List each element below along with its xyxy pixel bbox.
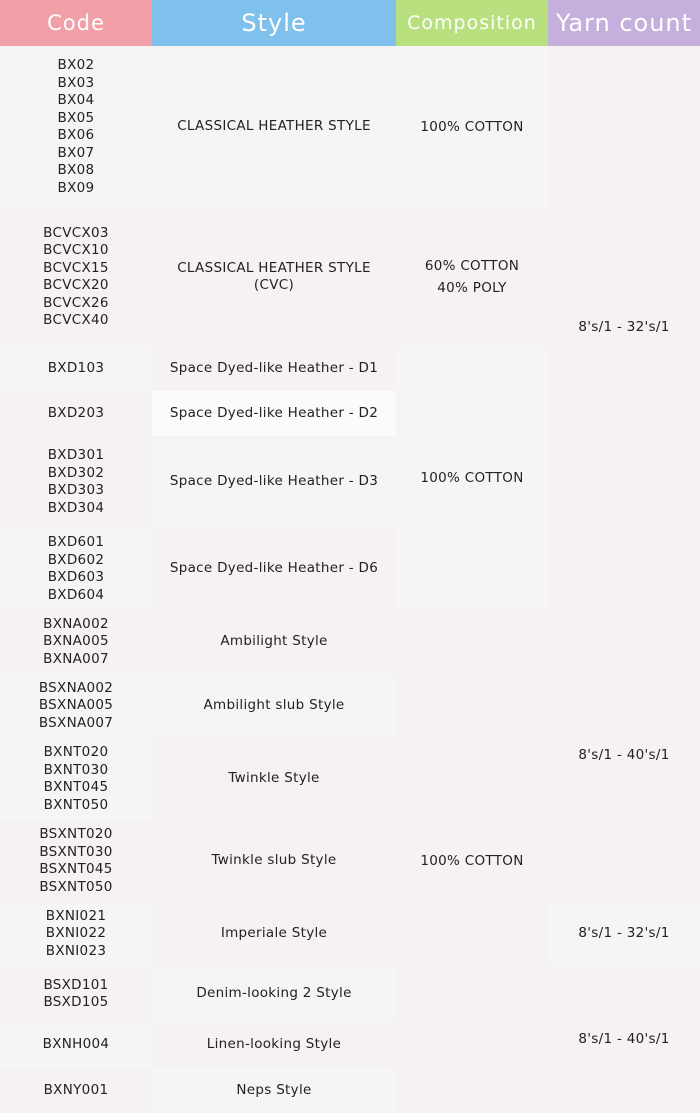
header-composition: Composition — [396, 0, 548, 46]
product-code: BX09 — [57, 179, 95, 196]
product-code: BXNT050 — [43, 796, 109, 813]
composition-cell: 60% COTTON 40% POLY — [396, 208, 548, 346]
product-code: BXNT030 — [43, 761, 109, 778]
code-cell — [0, 346, 152, 391]
yarn-count-cell: 8's/1 - 40's/1 — [548, 966, 700, 1113]
product-code: BSXNT045 — [39, 861, 113, 877]
header-style: Style — [152, 0, 396, 46]
code-cell — [0, 966, 152, 1022]
header-yarn-count: Yarn count — [548, 0, 700, 46]
style-cell: Space Dyed-like Heather - D6 — [152, 528, 396, 610]
code-cell — [0, 674, 152, 738]
style-cell: Space Dyed-like Heather - D3 — [152, 436, 396, 528]
code-cell — [0, 738, 152, 820]
product-code: BCVCX10 — [43, 242, 109, 258]
product-code: BXD301 — [47, 447, 105, 463]
code-cell — [0, 1022, 152, 1068]
product-code: BXD304 — [47, 499, 105, 516]
code-cell — [0, 528, 152, 610]
composition-cell: 100% COTTON — [396, 346, 548, 610]
product-code: BXD103 — [47, 359, 105, 376]
product-code: BXNA005 — [43, 633, 109, 650]
product-code: BX06 — [57, 127, 95, 143]
product-code: BSXNT050 — [39, 878, 113, 895]
style-cell: CLASSICAL HEATHER STYLE — [152, 46, 396, 208]
header-code: Code — [0, 0, 152, 46]
product-code: BX03 — [57, 74, 95, 91]
product-code: BXD604 — [47, 586, 105, 603]
code-cell — [0, 1068, 152, 1113]
product-code: BSXNA005 — [38, 697, 114, 714]
style-cell: Neps Style — [152, 1068, 396, 1113]
code-cell — [0, 436, 152, 528]
style-cell: Imperiale Style — [152, 902, 396, 966]
yarn-count-cell: 8's/1 - 32's/1 — [548, 46, 700, 610]
product-code: BXNT045 — [43, 779, 109, 795]
product-code: BXD302 — [47, 464, 105, 481]
yarn-count-cell: 8's/1 - 32's/1 — [548, 902, 700, 966]
style-cell: Linen-looking Style — [152, 1022, 396, 1068]
product-code: BXD603 — [47, 569, 105, 585]
product-code: BXD203 — [47, 404, 105, 421]
product-code: BX02 — [57, 57, 95, 73]
style-cell: Denim-looking 2 Style — [152, 966, 396, 1022]
product-code: BXD602 — [47, 551, 105, 568]
product-code: BCVCX15 — [43, 259, 109, 276]
yarn-count-cell: 8's/1 - 40's/1 — [548, 610, 700, 902]
style-cell: Space Dyed-like Heather - D1 — [152, 346, 396, 391]
composition-cell: 100% COTTON — [396, 610, 548, 1113]
product-code: BX08 — [57, 162, 95, 178]
product-code: BXNY001 — [43, 1081, 109, 1098]
code-cell — [0, 46, 152, 208]
style-cell: Space Dyed-like Heather - D2 — [152, 391, 396, 436]
product-code: BSXNA002 — [38, 679, 114, 696]
product-code: BSXNT030 — [39, 843, 113, 860]
product-code: BXNI021 — [45, 907, 107, 924]
product-code: BX07 — [57, 144, 95, 161]
product-code: BXNT020 — [43, 744, 109, 760]
product-code: BSXNA007 — [38, 714, 114, 731]
product-code: BX04 — [57, 92, 95, 108]
product-code: BCVCX03 — [43, 224, 109, 241]
code-cell — [0, 820, 152, 902]
product-code: BCVCX20 — [43, 277, 109, 293]
style-cell: Twinkle Style — [152, 738, 396, 820]
composition-cell: 100% COTTON — [396, 46, 548, 208]
product-code: BSXD105 — [43, 994, 109, 1010]
product-code: BCVCX26 — [43, 294, 109, 311]
code-cell — [0, 208, 152, 346]
product-code: BXD601 — [47, 534, 105, 550]
product-code: BXNI022 — [45, 925, 107, 942]
product-code: BXD303 — [47, 482, 105, 498]
style-cell: CLASSICAL HEATHER STYLE (CVC) — [152, 208, 396, 346]
product-code: BXNA007 — [43, 650, 109, 667]
style-cell: Ambilight slub Style — [152, 674, 396, 738]
product-code: BSXD101 — [43, 976, 109, 993]
product-code: BCVCX40 — [43, 312, 109, 328]
product-code: BSXNT020 — [39, 826, 113, 842]
style-cell: Ambilight Style — [152, 610, 396, 674]
product-code: BXNH004 — [42, 1036, 110, 1053]
code-cell — [0, 610, 152, 674]
style-cell: Twinkle slub Style — [152, 820, 396, 902]
product-code: BXNI023 — [45, 942, 107, 959]
product-code: BXNA002 — [43, 615, 109, 632]
code-cell — [0, 902, 152, 966]
product-code: BX05 — [57, 109, 95, 126]
code-cell — [0, 391, 152, 436]
